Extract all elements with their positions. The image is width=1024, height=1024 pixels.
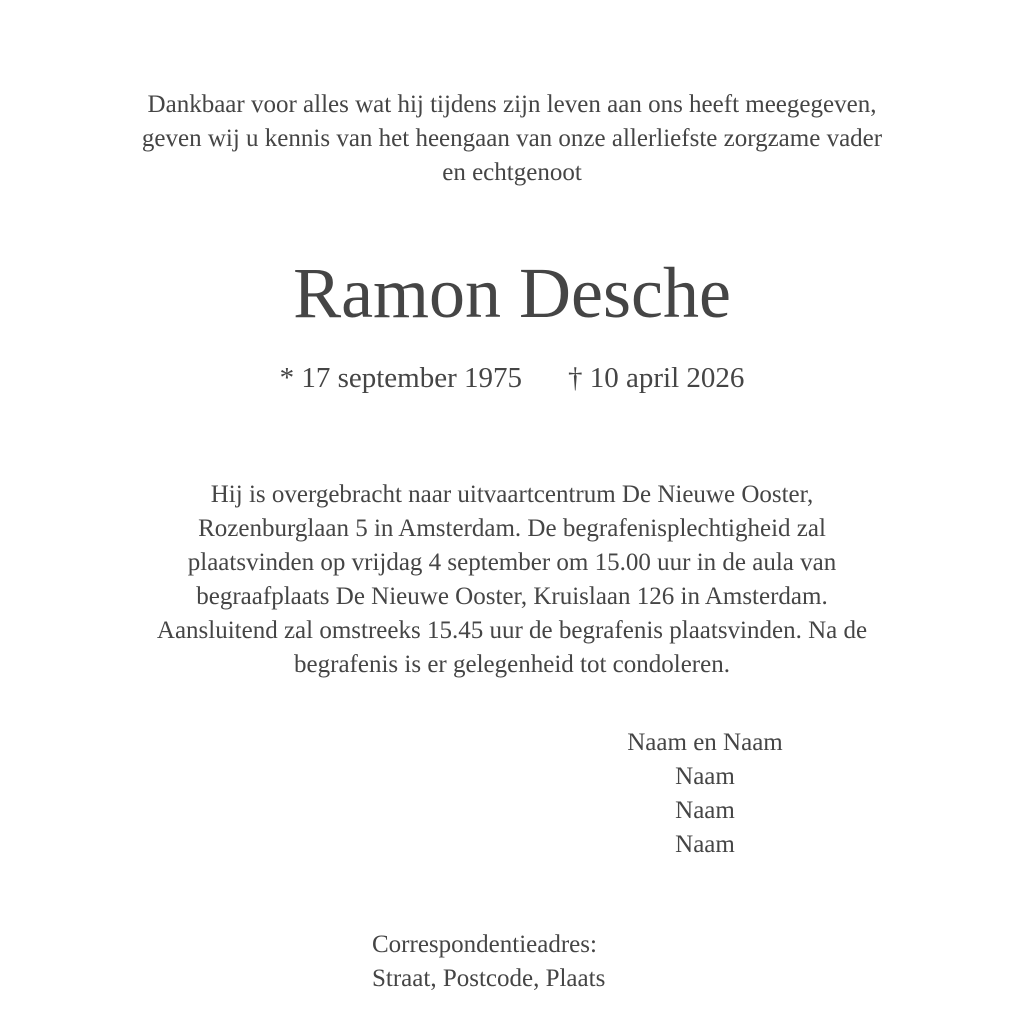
death-date: † 10 april 2026 <box>568 362 745 394</box>
announcement-line: plaatsvinden op vrijdag 4 september om 15.00 uur in de aula van <box>187 549 837 576</box>
signer: Naam en Naam <box>627 729 783 756</box>
deceased-name: Ramon Desche <box>293 253 731 333</box>
funeral-announcement <box>0 478 1024 682</box>
life-dates <box>0 360 1024 396</box>
intro-line: Dankbaar voor alles wat hij tijdens zijn leven aan ons heeft meegegeven, <box>147 91 877 118</box>
announcement-line: Aansluitend zal omstreeks 15.45 uur de begrafenis plaatsvinden. Na de <box>156 617 868 644</box>
intro-line: en echtgenoot <box>442 159 582 186</box>
intro-line: geven wij u kennis van het heengaan van onze allerliefste zorgzame vader <box>141 125 883 152</box>
correspondence-address <box>372 928 605 996</box>
signers-list <box>560 726 850 862</box>
announcement-line: Rozenburglaan 5 in Amsterdam. De begrafenisplechtigheid zal <box>198 515 826 542</box>
announcement-line: begrafenis is er gelegenheid tot condoleren. <box>294 651 730 678</box>
correspondence-value: Straat, Postcode, Plaats <box>372 965 606 992</box>
announcement-line: begraafplaats De Nieuwe Ooster, Kruislaan 126 in Amsterdam. <box>196 583 828 610</box>
correspondence-label: Correspondentieadres: <box>372 931 597 958</box>
announcement-line: Hij is overgebracht naar uitvaartcentrum De Nieuwe Ooster, <box>210 481 814 508</box>
intro-text <box>0 88 1024 190</box>
signer: Naam <box>675 797 735 824</box>
signer: Naam <box>675 831 735 858</box>
signer: Naam <box>675 763 735 790</box>
birth-date: * 17 september 1975 <box>279 362 522 394</box>
